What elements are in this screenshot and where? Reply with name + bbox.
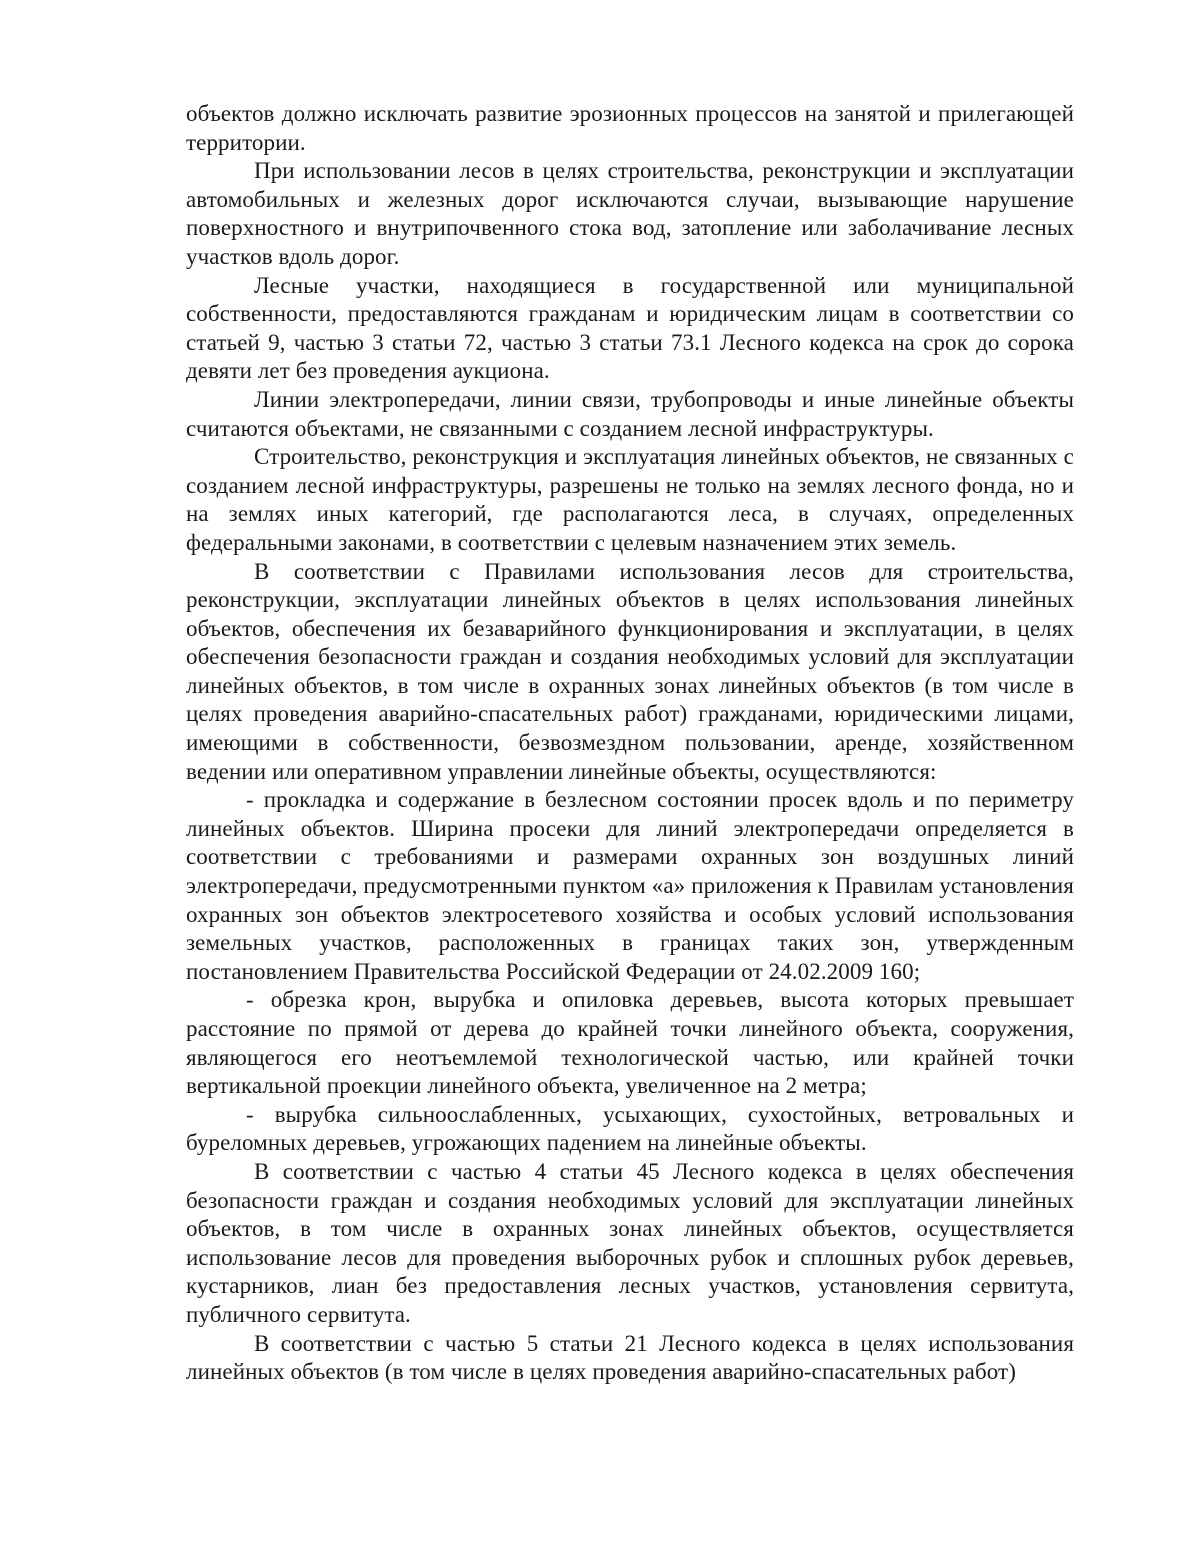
- paragraph-construction: Строительство, реконструкция и эксплуатация линейных объектов, не связанных с созданием лесной инфраструктуры, разрешены не только на землях лесного фонда, но и на землях иных категорий, где располагаются леса, в случаях, определенных федеральными законами, в соответствии с целевым назначением этих земель.: [186, 444, 1074, 555]
- paragraph-roads: При использовании лесов в целях строительства, реконструкции и эксплуатации автомобильных и железных дорог исключаются случаи, вызывающие нарушение поверхностного и внутрипочвенного стока вод, затопление или заболачивание лесных участков вдоль дорог.: [186, 158, 1074, 269]
- paragraph-linear-objects: Линии электропередачи, линии связи, трубопроводы и иные линейные объекты считаются объектами, не связанными с созданием лесной инфраструктуры.: [186, 386, 1074, 441]
- paragraph-rules: В соответствии с Правилами использования лесов для строительства, реконструкции, эксплуатации линейных объектов в целях использования линейных объектов, обеспечения их безаварийного функционирования и эксплуатации, в целях обеспечения безопасности граждан и создания необходимых условий для эксплуатации линейных объектов, в том числе в охранных зонах линейных объектов (в том числе в целях проведения аварийно-спасательных работ) гражданами, юридическими лицами, имеющими в собственности, безвозмездном пользовании, аренде, хозяйственном ведении или оперативном управлении линейные объекты, осуществляются:: [186, 558, 1074, 784]
- paragraph-article-45: В соответствии с частью 4 статьи 45 Лесного кодекса в целях обеспечения безопасности граждан и создания необходимых условий для эксплуатации линейных объектов, в том числе в охранных зонах линейных объектов, осуществляется использование лесов для проведения выборочных рубок и сплошных рубок деревьев, кустарников, лиан без предоставления лесных участков, установления сервитута, публичного сервитута.: [186, 1158, 1074, 1327]
- paragraph-article-21: В соответствии с частью 5 статьи 21 Лесного кодекса в целях использования линейных объектов (в том числе в целях проведения аварийно-спасательных работ): [186, 1330, 1074, 1385]
- list-item-pruning: - обрезка крон, вырубка и опиловка деревьев, высота которых превышает расстояние по прямой от дерева до крайней точки линейного объекта, сооружения, являющегося его неотъемлемой технологической частью, или крайней точки вертикальной проекции линейного объекта, увеличенное на 2 метра;: [186, 987, 1074, 1099]
- list-item-felling: - вырубка сильноослабленных, усыхающих, сухостойных, ветровальных и буреломных деревьев, угрожающих падением на линейные объекты.: [186, 1101, 1074, 1156]
- paragraph-land-plots: Лесные участки, находящиеся в государственной или муниципальной собственности, предоставляются гражданам и юридическим лицам в соответствии со статьей 9, частью 3 статьи 72, частью 3 статьи 73.1 Лесного кодекса на срок до сорока девяти лет без проведения аукциона.: [186, 272, 1074, 384]
- document-body: [186, 100, 1074, 1387]
- paragraph-continuation: объектов должно исключать развитие эрозионных процессов на занятой и прилегающей территории.: [186, 101, 1074, 155]
- list-item-clearing: - прокладка и содержание в безлесном состоянии просек вдоль и по периметру линейных объектов. Ширина просеки для линий электропередачи определяется в соответствии с требованиями и размерами охранных зон воздушных линий электропередачи, предусмотренными пунктом «а» приложения к Правилам установления охранных зон объектов электросетевого хозяйства и особых условий использования земельных участков, расположенных в границах таких зон, утвержденным постановлением Правительства Российской Федерации от 24.02.2009 160;: [186, 787, 1074, 984]
